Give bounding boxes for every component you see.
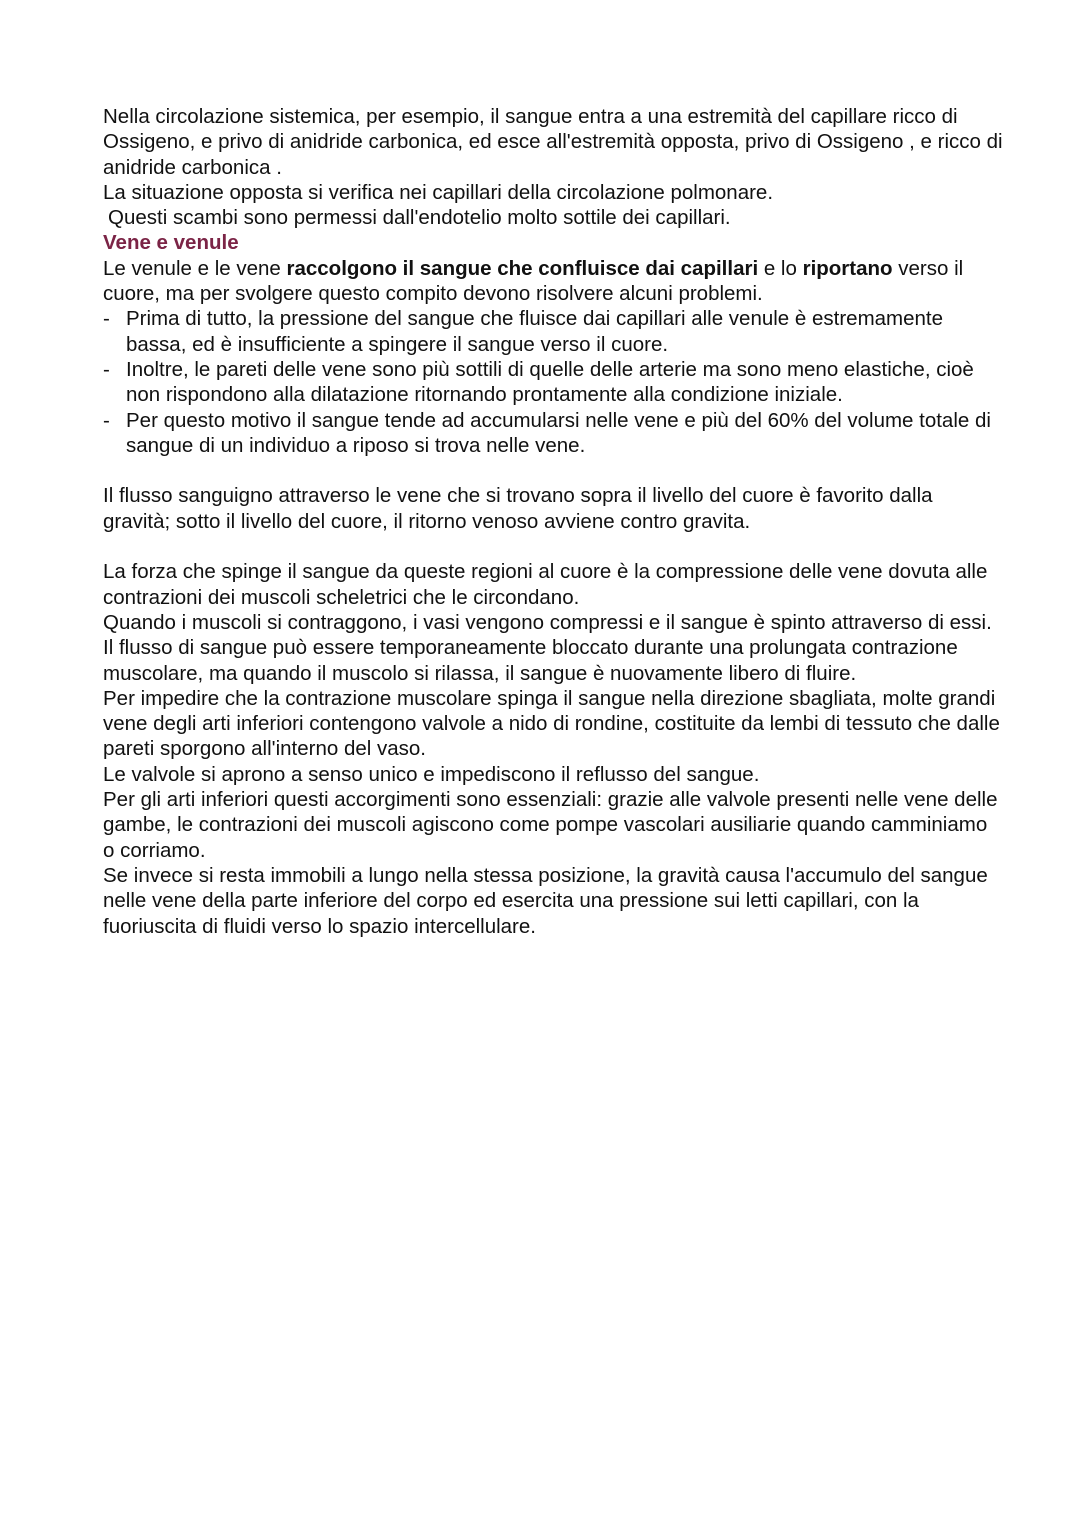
dash-bullet-icon: -	[103, 307, 110, 331]
lead-text: verso il cuore, ma per svolgere questo compito devono risolvere alcuni problemi.	[103, 256, 964, 306]
lead-text: e lo	[758, 256, 803, 280]
paragraph-gap	[103, 458, 1003, 483]
gravity-paragraph: Il flusso sanguigno attraverso le vene che si trovano sopra il livello del cuore è favorito dalla gravità; sotto il livello del cuore, il ritorno venoso avviene contro gravita.	[103, 484, 933, 533]
intro-paragraph: Nella circolazione sistemica, per esempio, il sangue entra a una estremità del capillare ricco di Ossigeno, e privo di anidride carbonica, ed esce all'estremità opposta, privo di Ossigeno , e ricco di anidride carbonica .	[103, 105, 1003, 179]
document-page	[103, 104, 1003, 939]
paragraph-gap	[103, 534, 1003, 559]
body-paragraph: Se invece si resta immobili a lungo nella stessa posizione, la gravità causa l'accumulo del sangue nelle vene della parte inferiore del corpo ed esercita una pressione sui letti capillari, con la fuoriuscita di fluidi verso lo spazio intercellulare.	[103, 863, 988, 938]
bullet-list	[103, 306, 1003, 458]
list-item	[103, 408, 1003, 459]
list-item-text: Inoltre, le pareti delle vene sono più sottili di quelle delle arterie ma sono meno elastiche, cioè non rispondono alla dilatazione ritornando prontamente alla condizione iniziale.	[126, 357, 974, 407]
list-item	[103, 306, 1003, 357]
body-paragraph: Le valvole si aprono a senso unico e impediscono il reflusso del sangue.	[103, 762, 760, 786]
lead-text: Le venule e le vene	[103, 256, 287, 280]
list-item	[103, 357, 1003, 408]
body-paragraph: Per impedire che la contrazione muscolare spinga il sangue nella direzione sbagliata, molte grandi vene degli arti inferiori contengono valvole a nido di rondine, costituite da lembi di tessuto che dalle pareti sporgono all'interno del vaso.	[103, 686, 1000, 761]
dash-bullet-icon: -	[103, 408, 110, 432]
body-paragraph: Quando i muscoli si contraggono, i vasi vengono compressi e il sangue è spinto attraverso di essi.	[103, 610, 992, 634]
body-paragraph: Il flusso di sangue può essere temporaneamente bloccato durante una prolungata contrazione muscolare, ma quando il muscolo si rilassa, il sangue è nuovamente libero di fluire.	[103, 636, 958, 685]
section-lead-paragraph	[103, 256, 1003, 307]
dash-bullet-icon: -	[103, 357, 110, 381]
intro-paragraph: La situazione opposta si verifica nei capillari della circolazione polmonare.	[103, 180, 774, 204]
body-paragraph: La forza che spinge il sangue da queste regioni al cuore è la compressione delle vene dovuta alle contrazioni dei muscoli scheletrici che le circondano.	[103, 560, 988, 609]
lead-bold-text: riportano	[802, 256, 893, 280]
intro-paragraph: Questi scambi sono permessi dall'endotelio molto sottile dei capillari.	[108, 206, 731, 230]
lead-bold-text: raccolgono il sangue che confluisce dai capillari	[286, 256, 759, 280]
body-paragraph: Per gli arti inferiori questi accorgimenti sono essenziali: grazie alle valvole presenti nelle vene delle gambe, le contrazioni dei muscoli agiscono come pompe vascolari ausiliarie quando camminiamo o corriamo.	[103, 788, 998, 862]
section-heading: Vene e venule	[103, 231, 239, 255]
list-item-text: Per questo motivo il sangue tende ad accumularsi nelle vene e più del 60% del volume totale di sangue di un individuo a riposo si trova nelle vene.	[126, 408, 991, 457]
list-item-text: Prima di tutto, la pressione del sangue che fluisce dai capillari alle venule è estremamente bassa, ed è insufficiente a spingere il sangue verso il cuore.	[126, 307, 944, 356]
